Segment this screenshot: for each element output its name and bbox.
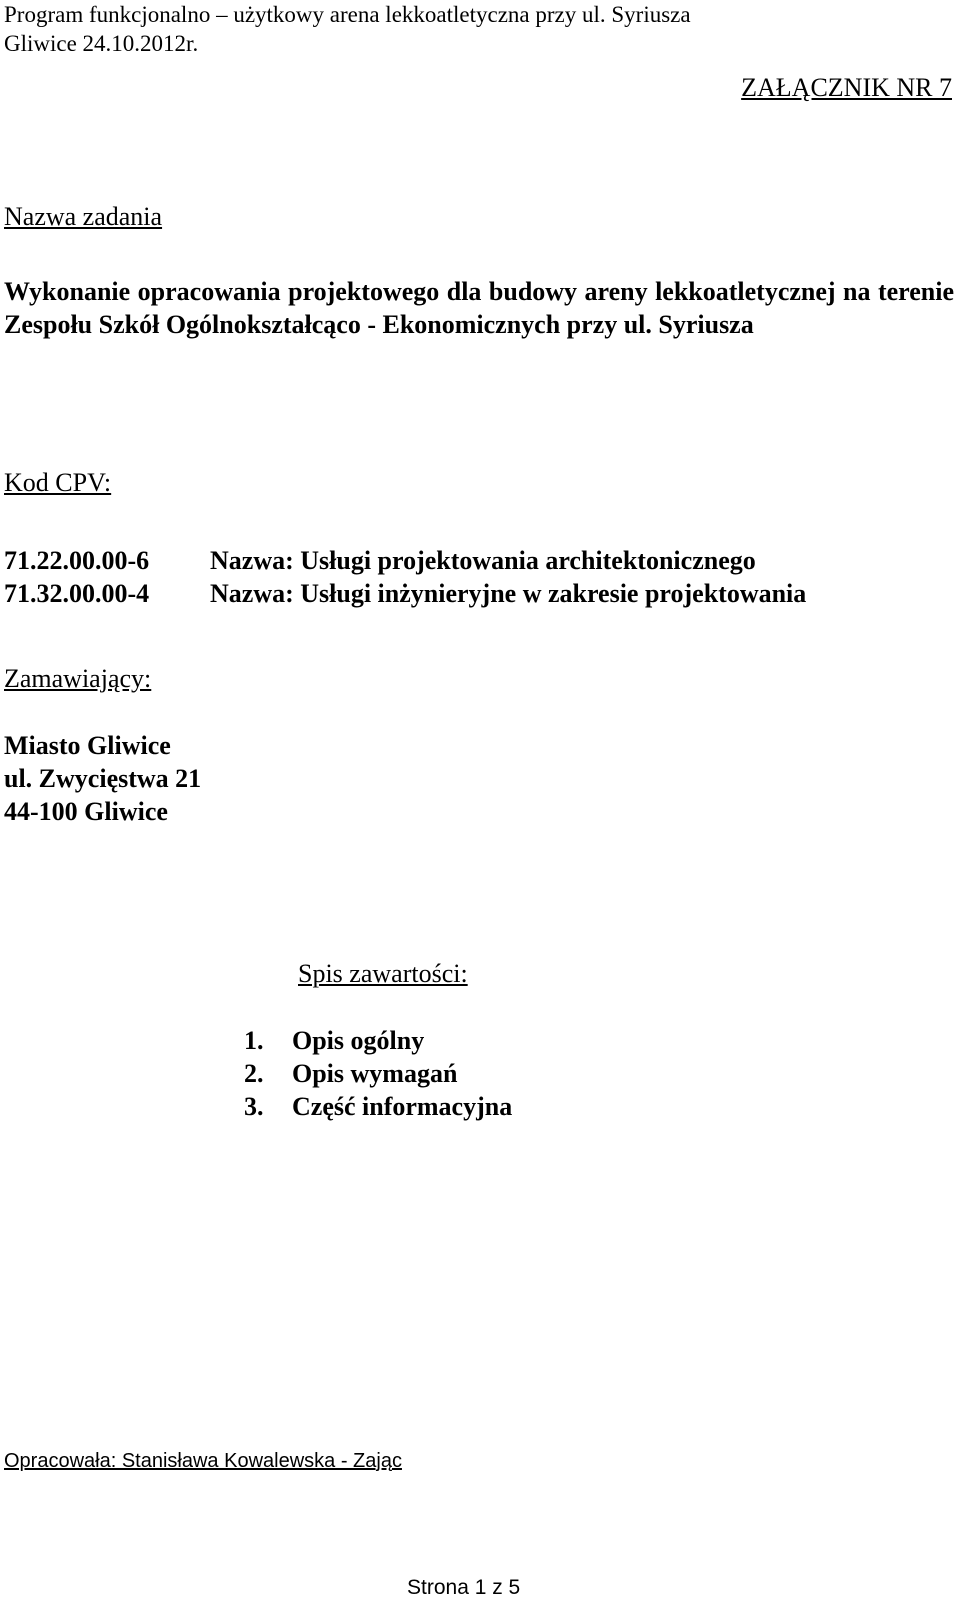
toc-item-label: Opis ogólny	[292, 1026, 425, 1055]
toc-item	[244, 1024, 424, 1057]
toc-item	[244, 1090, 512, 1123]
document-header-line-2: Gliwice 24.10.2012r.	[4, 31, 199, 56]
cpv-row	[4, 545, 756, 577]
toc-item-number: 2.	[244, 1059, 264, 1088]
cpv-row	[4, 578, 806, 610]
cpv-name: Nazwa: Usługi projektowania architektonicznego	[210, 546, 756, 575]
toc-title: Spis zawartości:	[298, 959, 468, 988]
page-number: Strona 1 z 5	[407, 1576, 521, 1599]
toc-item	[244, 1057, 457, 1090]
toc-item-number: 1.	[244, 1026, 264, 1055]
cpv-label: Kod CPV:	[4, 468, 112, 497]
client-city: 44-100 Gliwice	[4, 797, 168, 826]
toc-item-label: Opis wymagań	[292, 1059, 458, 1088]
client-label: Zamawiający:	[4, 664, 152, 693]
cpv-code: 71.32.00.00-4	[4, 579, 150, 608]
task-label: Nazwa zadania	[4, 202, 163, 231]
client-street: ul. Zwycięstwa 21	[4, 764, 202, 793]
toc-item-label: Część informacyjna	[292, 1092, 513, 1121]
client-name: Miasto Gliwice	[4, 731, 171, 760]
task-title: Wykonanie opracowania projektowego dla budowy areny lekkoatletycznej na terenie Zespołu Szkół Ogólnokształcąco - Ekonomicznych przy ul. Syriusza	[4, 277, 954, 339]
cpv-code: 71.22.00.00-6	[4, 546, 150, 575]
cpv-name: Nazwa: Usługi inżynieryjne w zakresie projektowania	[210, 579, 807, 608]
toc-item-number: 3.	[244, 1092, 264, 1121]
document-header-line-1: Program funkcjonalno – użytkowy arena lekkoatletyczna przy ul. Syriusza	[4, 2, 691, 27]
author-credit: Opracowała: Stanisława Kowalewska - Zając	[4, 1450, 402, 1472]
annex-label: ZAŁĄCZNIK NR 7	[741, 73, 952, 102]
